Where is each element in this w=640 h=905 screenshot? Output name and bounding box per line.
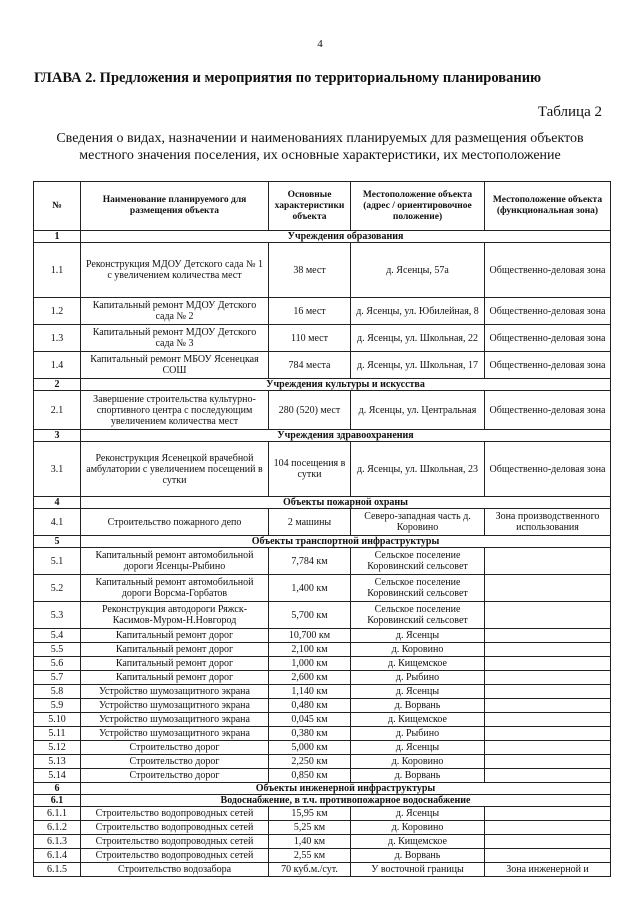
object-zone: Зона инженерной и (485, 863, 611, 877)
object-name: Реконструкция автодороги Ряжск-Касимов-Муром-Н.Новгород (81, 602, 269, 629)
table-row (34, 602, 611, 629)
section-row (34, 795, 611, 807)
object-location: д. Ворвань (351, 769, 485, 783)
section-number: 1 (34, 231, 81, 243)
row-number: 5.3 (34, 602, 81, 629)
object-characteristics: 0,850 км (269, 769, 351, 783)
object-zone (485, 727, 611, 741)
object-zone: Общественно-деловая зона (485, 391, 611, 430)
object-location: д. Ворвань (351, 849, 485, 863)
section-number: 6 (34, 783, 81, 795)
object-name: Капитальный ремонт МБОУ Ясенецкая СОШ (81, 352, 269, 379)
row-number: 5.12 (34, 741, 81, 755)
object-characteristics: 1,40 км (269, 835, 351, 849)
object-characteristics: 5,000 км (269, 741, 351, 755)
object-location: д. Коровино (351, 755, 485, 769)
table-row (34, 657, 611, 671)
object-name: Строительство водопроводных сетей (81, 821, 269, 835)
section-row (34, 783, 611, 795)
object-name: Капитальный ремонт дорог (81, 643, 269, 657)
row-number: 5.2 (34, 575, 81, 602)
object-name: Капитальный ремонт МДОУ Детского сада № 3 (81, 325, 269, 352)
object-location: д. Кищемское (351, 657, 485, 671)
row-number: 1.3 (34, 325, 81, 352)
object-characteristics: 2,55 км (269, 849, 351, 863)
object-location: д. Ясенцы (351, 685, 485, 699)
row-number: 5.9 (34, 699, 81, 713)
row-number: 5.8 (34, 685, 81, 699)
object-characteristics: 104 посещения в сутки (269, 442, 351, 497)
object-name: Завершение строительства культурно-спортивного центра с последующим увеличением количества мест (81, 391, 269, 430)
object-location: д. Рыбино (351, 727, 485, 741)
object-zone (485, 849, 611, 863)
object-location: д. Ясенцы (351, 629, 485, 643)
object-zone: Общественно-деловая зона (485, 325, 611, 352)
row-number: 4.1 (34, 509, 81, 536)
object-characteristics: 0,380 км (269, 727, 351, 741)
object-characteristics: 70 куб.м./сут. (269, 863, 351, 877)
object-location: Северо-западная часть д. Коровино (351, 509, 485, 536)
table-row (34, 509, 611, 536)
section-title: Учреждения образования (81, 231, 611, 243)
objects-table (33, 181, 611, 877)
section-number: 3 (34, 430, 81, 442)
section-number: 5 (34, 536, 81, 548)
object-characteristics: 1,140 км (269, 685, 351, 699)
table-row (34, 713, 611, 727)
row-number: 5.7 (34, 671, 81, 685)
object-name: Устройство шумозащитного экрана (81, 685, 269, 699)
object-zone (485, 755, 611, 769)
object-name: Строительство пожарного депо (81, 509, 269, 536)
object-name: Реконструкция Ясенецкой врачебной амбулатории с увеличением посещений в сутки (81, 442, 269, 497)
object-zone: Общественно-деловая зона (485, 298, 611, 325)
table-row (34, 548, 611, 575)
table-row (34, 298, 611, 325)
table-row (34, 769, 611, 783)
table-row (34, 741, 611, 755)
object-characteristics: 16 мест (269, 298, 351, 325)
row-number: 1.2 (34, 298, 81, 325)
section-title: Объекты пожарной охраны (81, 497, 611, 509)
table-row (34, 849, 611, 863)
object-zone (485, 835, 611, 849)
object-name: Строительство водопроводных сетей (81, 807, 269, 821)
table-row (34, 325, 611, 352)
object-zone (485, 629, 611, 643)
row-number: 6.1.3 (34, 835, 81, 849)
row-number: 5.14 (34, 769, 81, 783)
object-location: д. Ясенцы, ул. Школьная, 23 (351, 442, 485, 497)
row-number: 6.1.4 (34, 849, 81, 863)
object-name: Капитальный ремонт автомобильной дороги Ясенцы-Рыбино (81, 548, 269, 575)
object-zone (485, 548, 611, 575)
row-number: 6.1.2 (34, 821, 81, 835)
page-number: 4 (317, 38, 323, 50)
row-number: 5.10 (34, 713, 81, 727)
table-row (34, 835, 611, 849)
object-characteristics: 5,25 км (269, 821, 351, 835)
object-location: д. Ворвань (351, 699, 485, 713)
table-row (34, 755, 611, 769)
object-location: д. Ясенцы, ул. Школьная, 22 (351, 325, 485, 352)
object-characteristics: 1,000 км (269, 657, 351, 671)
object-name: Устройство шумозащитного экрана (81, 699, 269, 713)
object-name: Капитальный ремонт МДОУ Детского сада № 2 (81, 298, 269, 325)
object-characteristics: 2,100 км (269, 643, 351, 657)
object-name: Реконструкция МДОУ Детского сада № 1 с увеличением количества мест (81, 243, 269, 298)
object-characteristics: 38 мест (269, 243, 351, 298)
object-name: Строительство дорог (81, 755, 269, 769)
object-characteristics: 0,480 км (269, 699, 351, 713)
object-zone: Общественно-деловая зона (485, 352, 611, 379)
row-number: 1.1 (34, 243, 81, 298)
row-number: 6.1.1 (34, 807, 81, 821)
object-zone (485, 602, 611, 629)
object-zone (485, 685, 611, 699)
header-zone: Местоположение объекта (функциональная зона) (485, 182, 611, 231)
table-row (34, 671, 611, 685)
object-location: д. Ясенцы, ул. Центральная (351, 391, 485, 430)
section-number: 4 (34, 497, 81, 509)
section-number: 2 (34, 379, 81, 391)
section-title: Водоснабжение, в т.ч. противопожарное водоснабжение (81, 795, 611, 807)
section-title: Учреждения культуры и искусства (81, 379, 611, 391)
object-characteristics: 1,400 км (269, 575, 351, 602)
header-num: № (34, 182, 81, 231)
object-name: Капитальный ремонт автомобильной дороги Ворсма-Горбатов (81, 575, 269, 602)
section-row (34, 430, 611, 442)
object-characteristics: 10,700 км (269, 629, 351, 643)
object-name: Капитальный ремонт дорог (81, 629, 269, 643)
table-row (34, 629, 611, 643)
object-characteristics: 280 (520) мест (269, 391, 351, 430)
row-number: 5.1 (34, 548, 81, 575)
object-location: д. Рыбино (351, 671, 485, 685)
table-row (34, 821, 611, 835)
row-number: 6.1.5 (34, 863, 81, 877)
object-characteristics: 15,95 км (269, 807, 351, 821)
object-zone (485, 769, 611, 783)
table-row (34, 391, 611, 430)
header-name: Наименование планируемого для размещения объекта (81, 182, 269, 231)
table-caption: Сведения о видах, назначении и наименованиях планируемых для размещения объектов местного значения поселения, их основные характеристики, их местоположение (56, 131, 584, 163)
object-zone (485, 671, 611, 685)
section-row (34, 379, 611, 391)
object-name: Строительство водопроводных сетей (81, 835, 269, 849)
section-row (34, 497, 611, 509)
section-title: Учреждения здравоохранения (81, 430, 611, 442)
object-zone (485, 741, 611, 755)
section-title: Объекты инженерной инфраструктуры (81, 783, 611, 795)
object-zone: Общественно-деловая зона (485, 442, 611, 497)
object-zone (485, 699, 611, 713)
object-location: д. Ясенцы, ул. Школьная, 17 (351, 352, 485, 379)
object-location: д. Коровино (351, 821, 485, 835)
header-characteristics: Основные характеристики объекта (269, 182, 351, 231)
object-location: д. Ясенцы, 57а (351, 243, 485, 298)
object-location: д. Ясенцы (351, 807, 485, 821)
object-characteristics: 2,250 км (269, 755, 351, 769)
table-row (34, 863, 611, 877)
object-name: Капитальный ремонт дорог (81, 671, 269, 685)
header-location: Местоположение объекта (адрес / ориентировочное положение) (351, 182, 485, 231)
object-location: д. Кищемское (351, 835, 485, 849)
table-row (34, 352, 611, 379)
object-characteristics: 2 машины (269, 509, 351, 536)
object-name: Устройство шумозащитного экрана (81, 713, 269, 727)
row-number: 5.13 (34, 755, 81, 769)
table-body (34, 231, 611, 877)
row-number: 5.11 (34, 727, 81, 741)
object-location: д. Ясенцы (351, 741, 485, 755)
object-characteristics: 0,045 км (269, 713, 351, 727)
object-zone (485, 821, 611, 835)
table-row (34, 243, 611, 298)
row-number: 3.1 (34, 442, 81, 497)
row-number: 1.4 (34, 352, 81, 379)
table-row (34, 643, 611, 657)
section-row (34, 231, 611, 243)
object-location: д. Кищемское (351, 713, 485, 727)
chapter-title: ГЛАВА 2. Предложения и мероприятия по территориальному планированию (34, 70, 542, 86)
table-header-row (34, 182, 611, 231)
object-zone (485, 657, 611, 671)
object-name: Строительство дорог (81, 741, 269, 755)
object-zone (485, 807, 611, 821)
object-characteristics: 2,600 км (269, 671, 351, 685)
object-name: Устройство шумозащитного экрана (81, 727, 269, 741)
table-row (34, 699, 611, 713)
table-row (34, 442, 611, 497)
object-zone: Общественно-деловая зона (485, 243, 611, 298)
section-number: 6.1 (34, 795, 81, 807)
object-location: Сельское поселение Коровинский сельсовет (351, 548, 485, 575)
object-name: Строительство водопроводных сетей (81, 849, 269, 863)
object-name: Строительство водозабора (81, 863, 269, 877)
section-row (34, 536, 611, 548)
object-characteristics: 110 мест (269, 325, 351, 352)
object-location: д. Коровино (351, 643, 485, 657)
row-number: 5.5 (34, 643, 81, 657)
object-location: Сельское поселение Коровинский сельсовет (351, 602, 485, 629)
object-zone: Зона производственного использования (485, 509, 611, 536)
object-zone (485, 713, 611, 727)
table-row (34, 807, 611, 821)
section-title: Объекты транспортной инфраструктуры (81, 536, 611, 548)
object-name: Капитальный ремонт дорог (81, 657, 269, 671)
object-location: Сельское поселение Коровинский сельсовет (351, 575, 485, 602)
table-row (34, 575, 611, 602)
table-row (34, 685, 611, 699)
object-characteristics: 784 места (269, 352, 351, 379)
object-location: д. Ясенцы, ул. Юбилейная, 8 (351, 298, 485, 325)
table-row (34, 727, 611, 741)
object-characteristics: 5,700 км (269, 602, 351, 629)
row-number: 5.4 (34, 629, 81, 643)
object-name: Строительство дорог (81, 769, 269, 783)
object-zone (485, 643, 611, 657)
table-label: Таблица 2 (537, 104, 602, 120)
row-number: 5.6 (34, 657, 81, 671)
object-zone (485, 575, 611, 602)
object-characteristics: 7,784 км (269, 548, 351, 575)
object-location: У восточной границы (351, 863, 485, 877)
row-number: 2.1 (34, 391, 81, 430)
